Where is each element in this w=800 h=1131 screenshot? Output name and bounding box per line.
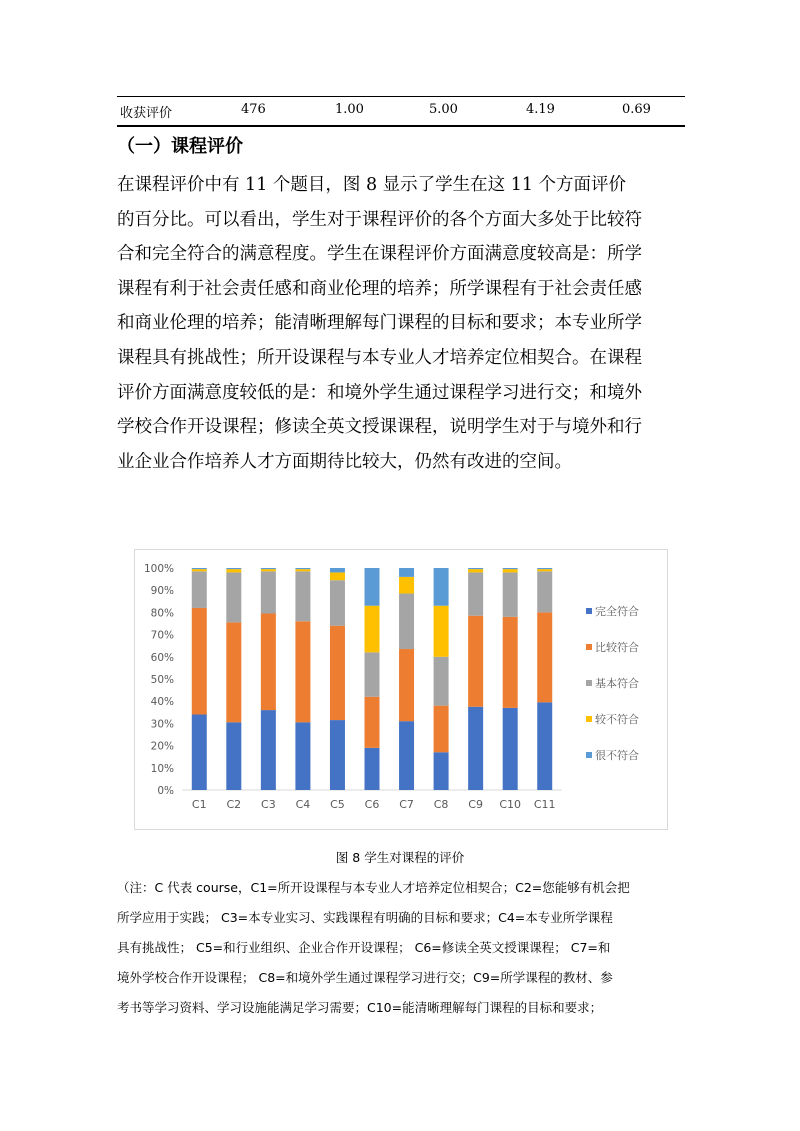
bar-segment: [226, 569, 241, 572]
bar-segment: [503, 568, 518, 569]
paragraph-line: 在课程评价中有 11 个题目，图 8 显示了学生在这 11 个方面评价: [117, 175, 627, 195]
paragraph-line: 的百分比。可以看出，学生对于课程评价的各个方面大多处于比较符: [117, 209, 642, 230]
bar-segment: [434, 657, 449, 706]
figure-caption: 图 8 学生对课程的评价: [335, 850, 465, 865]
bar-segment: [468, 616, 483, 707]
x-tick-label: C9: [468, 798, 483, 811]
stats-table-row: [117, 96, 685, 127]
paragraph-line: 课程具有挑战性；所开设课程与本专业人才培养定位相契合。在课程: [117, 347, 642, 368]
bar-segment: [537, 568, 552, 569]
legend-swatch: [586, 716, 592, 722]
bar-segment: [503, 617, 518, 708]
x-tick-label: C8: [433, 798, 449, 811]
x-tick-label: C1: [191, 798, 207, 811]
row-label: 收获评价: [120, 106, 173, 121]
y-tick-label: 10%: [150, 762, 174, 775]
bar-segment: [434, 606, 449, 657]
legend-label: 很不符合: [595, 749, 639, 762]
bar-segment: [365, 652, 380, 696]
bar-segment: [226, 568, 241, 569]
bar-segment: [537, 571, 552, 612]
bar-segment: [330, 720, 345, 790]
bar-segment: [468, 568, 483, 569]
bar-segment: [330, 626, 345, 720]
bar-segment: [399, 594, 414, 650]
bar-segment: [261, 614, 276, 711]
bar-segment: [330, 572, 345, 580]
x-tick-label: C2: [226, 798, 242, 811]
paragraph-line: 课程有利于社会责任感和商业伦理的培养；所学课程有于社会责任感: [117, 278, 642, 299]
bar-segment: [226, 722, 241, 790]
y-tick-label: 30%: [150, 718, 174, 731]
legend-label: 比较符合: [595, 641, 639, 654]
cell-mean: 4.19: [526, 102, 555, 117]
cell-n: 476: [241, 102, 266, 117]
y-tick-label: 100%: [143, 563, 174, 575]
stacked-bar-chart: [134, 549, 668, 830]
y-tick-label: 50%: [150, 674, 174, 686]
bar-segment: [399, 649, 414, 721]
bar-segment: [434, 568, 449, 606]
cell-max: 5.00: [429, 102, 458, 117]
x-tick-label: C5: [330, 798, 345, 811]
bar-segment: [330, 568, 345, 572]
bar-segment: [503, 572, 518, 616]
bar-segment: [537, 612, 552, 702]
legend-label: 较不符合: [595, 713, 639, 726]
x-tick-label: C10: [499, 798, 522, 811]
paragraph-line: 业企业合作培养人才方面期待比较大，仍然有改进的空间。: [117, 451, 572, 472]
x-tick-label: C11: [533, 798, 556, 811]
y-tick-label: 90%: [150, 585, 174, 598]
y-tick-label: 20%: [150, 740, 174, 753]
note-line: （注：C 代表 course，C1=所开设课程与本专业人才培养定位相契合；C2=您能够有机会把: [117, 880, 630, 895]
bar-segment: [399, 721, 414, 790]
y-tick-label: 40%: [150, 696, 174, 709]
bar-segment: [399, 568, 414, 577]
legend-label: 完全符合: [595, 605, 639, 618]
legend-swatch: [586, 644, 592, 650]
x-tick-label: C4: [295, 798, 311, 811]
note-line: 所学应用于实践； C3=本专业实习、实践课程有明确的目标和要求；C4=本专业所学课程: [117, 910, 613, 925]
section-title: （一）课程评价: [117, 136, 243, 157]
bar-segment: [192, 608, 207, 715]
bar-segment: [295, 569, 310, 571]
bar-segment: [503, 569, 518, 572]
bar-segment: [192, 715, 207, 790]
paragraph-line: 评价方面满意度较低的是：和境外学生通过课程学习进行交；和境外: [117, 382, 642, 403]
bar-segment: [261, 568, 276, 569]
paragraph-line: 合和完全符合的满意程度。学生在课程评价方面满意度较高是：所学: [117, 244, 642, 265]
legend-swatch: [586, 752, 592, 758]
bar-segment: [468, 572, 483, 615]
note-line: 考书等学习资料、学习设施能满足学习需要；C10=能清晰理解每门课程的目标和要求；: [117, 1000, 603, 1015]
body-paragraph: [117, 168, 685, 479]
bar-segment: [261, 571, 276, 613]
y-tick-label: 70%: [150, 629, 174, 642]
y-tick-label: 80%: [150, 607, 174, 620]
bar-segment: [330, 580, 345, 626]
x-tick-label: C6: [364, 798, 380, 811]
y-tick-label: 60%: [150, 651, 174, 664]
bar-segment: [365, 748, 380, 790]
figure-notes: [117, 873, 685, 1023]
legend-label: 基本符合: [595, 677, 639, 690]
legend-swatch: [586, 680, 592, 686]
paragraph-line: 和商业伦理的培养；能清晰理解每门课程的目标和要求；本专业所学: [117, 313, 642, 334]
chart-svg: [135, 550, 667, 829]
bar-segment: [537, 702, 552, 790]
x-tick-label: C3: [261, 798, 276, 811]
x-tick-label: C7: [399, 798, 414, 811]
bar-segment: [295, 722, 310, 790]
bar-segment: [295, 568, 310, 569]
bar-segment: [295, 571, 310, 621]
bar-segment: [468, 707, 483, 790]
bar-segment: [226, 572, 241, 622]
y-tick-label: 0%: [157, 785, 174, 797]
bar-segment: [295, 621, 310, 722]
bar-segment: [192, 571, 207, 608]
bar-segment: [399, 577, 414, 594]
bar-segment: [503, 708, 518, 790]
bar-segment: [261, 569, 276, 571]
cell-min: 1.00: [335, 102, 364, 117]
bar-segment: [434, 752, 449, 790]
note-line: 境外学校合作开设课程； C8=和境外学生通过课程学习进行交；C9=所学课程的教材、参: [117, 970, 613, 985]
legend-swatch: [586, 608, 592, 614]
bar-segment: [468, 569, 483, 572]
note-line: 具有挑战性； C5=和行业组织、企业合作开设课程； C6=修读全英文授课课程； C7=和: [117, 940, 611, 955]
bar-segment: [537, 569, 552, 571]
bar-segment: [192, 568, 207, 569]
bar-segment: [261, 710, 276, 790]
bar-segment: [226, 622, 241, 722]
bar-segment: [365, 606, 380, 653]
paragraph-line: 学校合作开设课程；修读全英文授课课程，说明学生对于与境外和行: [117, 417, 642, 438]
bar-segment: [365, 697, 380, 748]
cell-sd: 0.69: [622, 102, 651, 117]
bar-segment: [365, 568, 380, 606]
bar-segment: [434, 706, 449, 753]
bar-segment: [192, 569, 207, 571]
